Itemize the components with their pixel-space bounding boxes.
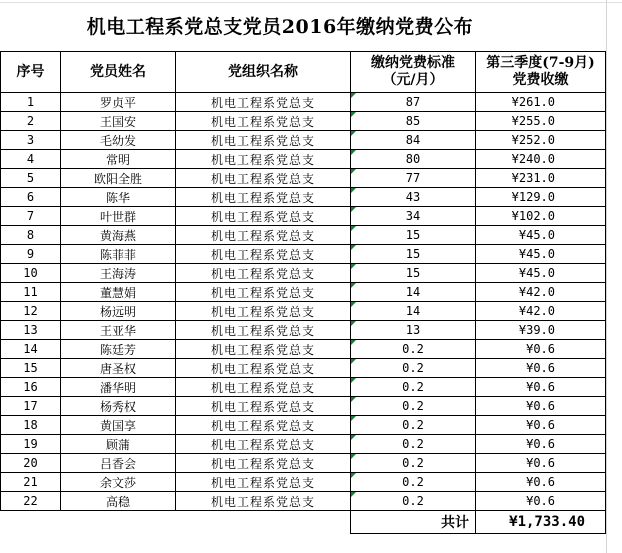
member-name-cell[interactable]: 王亚华	[61, 321, 176, 340]
cell-note-marker	[351, 112, 356, 117]
index-cell[interactable]: 19	[1, 435, 61, 454]
member-name-cell[interactable]: 董慧娟	[61, 283, 176, 302]
q3-amount-cell[interactable]: ¥255.0	[476, 112, 606, 131]
q3-amount-cell[interactable]: ¥0.6	[476, 473, 606, 492]
member-name-cell[interactable]: 毛幼发	[61, 131, 176, 150]
standard-cell[interactable]: 85	[351, 112, 476, 131]
table-row	[1, 340, 606, 359]
standard-cell[interactable]: 0.2	[351, 397, 476, 416]
index-cell[interactable]: 2	[1, 112, 61, 131]
standard-cell[interactable]: 34	[351, 207, 476, 226]
org-name-cell[interactable]: 机电工程系党总支	[176, 378, 351, 397]
org-name-cell[interactable]: 机电工程系党总支	[176, 492, 351, 511]
standard-cell[interactable]: 84	[351, 131, 476, 150]
table-row	[1, 264, 606, 283]
standard-cell[interactable]: 0.2	[351, 435, 476, 454]
org-name-cell[interactable]: 机电工程系党总支	[176, 188, 351, 207]
header-q3-line1: 第三季度(7-9月)	[486, 55, 595, 71]
header-name[interactable]: 党员姓名	[61, 52, 176, 93]
q3-amount-cell[interactable]: ¥45.0	[476, 245, 606, 264]
member-name-cell[interactable]: 顾蒲	[61, 435, 176, 454]
table-row	[1, 131, 606, 150]
q3-amount-cell[interactable]: ¥0.6	[476, 435, 606, 454]
index-cell[interactable]: 3	[1, 131, 61, 150]
member-name-cell[interactable]: 欧阳全胜	[61, 169, 176, 188]
member-name-cell[interactable]: 黄海燕	[61, 226, 176, 245]
org-name-cell[interactable]: 机电工程系党总支	[176, 302, 351, 321]
table-row	[1, 245, 606, 264]
member-name-cell[interactable]: 杨秀权	[61, 397, 176, 416]
q3-amount-cell[interactable]: ¥39.0	[476, 321, 606, 340]
org-name-cell[interactable]: 机电工程系党总支	[176, 169, 351, 188]
cell-note-marker	[351, 169, 356, 174]
table-row	[1, 302, 606, 321]
standard-cell[interactable]: 15	[351, 245, 476, 264]
member-name-cell[interactable]: 余文莎	[61, 473, 176, 492]
index-cell[interactable]: 18	[1, 416, 61, 435]
header-q3-line2: 党费收缴	[512, 72, 569, 88]
standard-cell[interactable]: 77	[351, 169, 476, 188]
cell-note-marker	[351, 264, 356, 269]
index-cell[interactable]: 16	[1, 378, 61, 397]
org-name-cell[interactable]: 机电工程系党总支	[176, 359, 351, 378]
org-name-cell[interactable]: 机电工程系党总支	[176, 340, 351, 359]
q3-amount-cell[interactable]: ¥0.6	[476, 492, 606, 511]
q3-amount-cell[interactable]: ¥0.6	[476, 359, 606, 378]
member-name-cell[interactable]: 唐圣权	[61, 359, 176, 378]
member-name-cell[interactable]: 杨远明	[61, 302, 176, 321]
sheet-gridline-right	[606, 0, 607, 553]
index-cell[interactable]: 15	[1, 359, 61, 378]
index-cell[interactable]: 17	[1, 397, 61, 416]
org-name-cell[interactable]: 机电工程系党总支	[176, 416, 351, 435]
org-name-cell[interactable]: 机电工程系党总支	[176, 435, 351, 454]
member-name-cell[interactable]: 吕香会	[61, 454, 176, 473]
table-row	[1, 169, 606, 188]
standard-cell[interactable]: 15	[351, 226, 476, 245]
q3-amount-cell[interactable]: ¥0.6	[476, 416, 606, 435]
index-cell[interactable]: 14	[1, 340, 61, 359]
member-name-cell[interactable]: 王海涛	[61, 264, 176, 283]
q3-amount-cell[interactable]: ¥240.0	[476, 150, 606, 169]
total-spacer	[61, 511, 176, 534]
index-cell[interactable]: 9	[1, 245, 61, 264]
member-name-cell[interactable]: 王国安	[61, 112, 176, 131]
index-cell[interactable]: 12	[1, 302, 61, 321]
org-name-cell[interactable]: 机电工程系党总支	[176, 473, 351, 492]
org-name-cell[interactable]: 机电工程系党总支	[176, 454, 351, 473]
org-name-cell[interactable]: 机电工程系党总支	[176, 264, 351, 283]
index-cell[interactable]: 11	[1, 283, 61, 302]
standard-cell[interactable]: 80	[351, 150, 476, 169]
cell-note-marker	[351, 321, 356, 326]
q3-amount-cell[interactable]: ¥231.0	[476, 169, 606, 188]
org-name-cell[interactable]: 机电工程系党总支	[176, 245, 351, 264]
header-q3[interactable]	[476, 52, 606, 93]
cell-note-marker	[351, 473, 356, 478]
table-row	[1, 397, 606, 416]
org-name-cell[interactable]: 机电工程系党总支	[176, 112, 351, 131]
index-cell[interactable]: 13	[1, 321, 61, 340]
q3-amount-cell[interactable]: ¥261.0	[476, 93, 606, 112]
header-standard[interactable]	[351, 52, 476, 93]
index-cell[interactable]: 1	[1, 93, 61, 112]
standard-cell[interactable]: 15	[351, 264, 476, 283]
cell-note-marker	[351, 435, 356, 440]
standard-cell[interactable]: 0.2	[351, 378, 476, 397]
standard-cell[interactable]: 0.2	[351, 492, 476, 511]
cell-note-marker	[351, 188, 356, 193]
member-name-cell[interactable]: 叶世群	[61, 207, 176, 226]
member-name-cell[interactable]: 陈华	[61, 188, 176, 207]
q3-amount-cell[interactable]: ¥0.6	[476, 397, 606, 416]
table-row	[1, 226, 606, 245]
q3-amount-cell[interactable]: ¥0.6	[476, 454, 606, 473]
table-row	[1, 492, 606, 511]
standard-cell[interactable]: 0.2	[351, 416, 476, 435]
sheet-title: 机电工程系党总支党员2016年缴纳党费公布	[86, 15, 474, 38]
cell-note-marker	[351, 454, 356, 459]
standard-cell[interactable]: 0.2	[351, 473, 476, 492]
header-index[interactable]: 序号	[1, 52, 61, 93]
total-label-cell[interactable]: 共计	[351, 511, 476, 534]
cell-note-marker	[351, 340, 356, 345]
table-row	[1, 454, 606, 473]
cell-note-marker	[351, 245, 356, 250]
header-standard-line1: 缴纳党费标准	[371, 55, 455, 71]
table-row	[1, 207, 606, 226]
cell-note-marker	[351, 283, 356, 288]
index-cell[interactable]: 21	[1, 473, 61, 492]
standard-cell[interactable]: 87	[351, 93, 476, 112]
standard-cell[interactable]: 13	[351, 321, 476, 340]
cell-note-marker	[351, 378, 356, 383]
header-org[interactable]: 党组织名称	[176, 52, 351, 93]
index-cell[interactable]: 4	[1, 150, 61, 169]
org-name-cell[interactable]: 机电工程系党总支	[176, 150, 351, 169]
dues-table	[0, 51, 606, 534]
index-cell[interactable]: 22	[1, 492, 61, 511]
table-row	[1, 150, 606, 169]
table-row	[1, 112, 606, 131]
q3-amount-cell[interactable]: ¥129.0	[476, 188, 606, 207]
org-name-cell[interactable]: 机电工程系党总支	[176, 283, 351, 302]
q3-amount-cell[interactable]: ¥252.0	[476, 131, 606, 150]
q3-amount-cell[interactable]: ¥42.0	[476, 302, 606, 321]
cell-note-marker	[351, 131, 356, 136]
table-row	[1, 188, 606, 207]
org-name-cell[interactable]: 机电工程系党总支	[176, 93, 351, 112]
total-value-cell[interactable]: ¥1,733.40	[476, 511, 606, 534]
index-cell[interactable]: 7	[1, 207, 61, 226]
standard-cell[interactable]: 0.2	[351, 340, 476, 359]
index-cell[interactable]: 10	[1, 264, 61, 283]
q3-amount-cell[interactable]: ¥45.0	[476, 226, 606, 245]
cell-note-marker	[351, 150, 356, 155]
table-row	[1, 473, 606, 492]
header-row	[1, 52, 606, 93]
header-standard-line2: （元/月）	[382, 72, 444, 88]
total-spacer	[176, 511, 351, 534]
cell-note-marker	[351, 492, 356, 497]
table-row	[1, 93, 606, 112]
standard-cell[interactable]: 14	[351, 302, 476, 321]
table-row	[1, 321, 606, 340]
cell-note-marker	[351, 93, 356, 98]
index-cell[interactable]: 20	[1, 454, 61, 473]
org-name-cell[interactable]: 机电工程系党总支	[176, 397, 351, 416]
org-name-cell[interactable]: 机电工程系党总支	[176, 131, 351, 150]
q3-amount-cell[interactable]: ¥0.6	[476, 340, 606, 359]
org-name-cell[interactable]: 机电工程系党总支	[176, 226, 351, 245]
cell-note-marker	[351, 207, 356, 212]
table-row	[1, 378, 606, 397]
table-row	[1, 359, 606, 378]
cell-note-marker	[351, 302, 356, 307]
member-name-cell[interactable]: 陈廷芳	[61, 340, 176, 359]
cell-note-marker	[351, 359, 356, 364]
member-name-cell[interactable]: 常明	[61, 150, 176, 169]
cell-note-marker	[351, 416, 356, 421]
cell-note-marker	[351, 226, 356, 231]
total-spacer	[1, 511, 61, 534]
standard-cell[interactable]: 0.2	[351, 454, 476, 473]
standard-cell[interactable]: 14	[351, 283, 476, 302]
index-cell[interactable]: 6	[1, 188, 61, 207]
total-row	[1, 511, 606, 534]
standard-cell[interactable]: 43	[351, 188, 476, 207]
member-name-cell[interactable]: 黄国享	[61, 416, 176, 435]
standard-cell[interactable]: 0.2	[351, 359, 476, 378]
table-row	[1, 283, 606, 302]
table-row	[1, 435, 606, 454]
member-name-cell[interactable]: 罗贞平	[61, 93, 176, 112]
org-name-cell[interactable]: 机电工程系党总支	[176, 321, 351, 340]
index-cell[interactable]: 5	[1, 169, 61, 188]
member-name-cell[interactable]: 陈菲菲	[61, 245, 176, 264]
org-name-cell[interactable]: 机电工程系党总支	[176, 207, 351, 226]
q3-amount-cell[interactable]: ¥102.0	[476, 207, 606, 226]
q3-amount-cell[interactable]: ¥0.6	[476, 378, 606, 397]
member-name-cell[interactable]: 潘华明	[61, 378, 176, 397]
member-name-cell[interactable]: 高稳	[61, 492, 176, 511]
table-row	[1, 416, 606, 435]
cell-note-marker	[351, 397, 356, 402]
q3-amount-cell[interactable]: ¥45.0	[476, 264, 606, 283]
index-cell[interactable]: 8	[1, 226, 61, 245]
q3-amount-cell[interactable]: ¥42.0	[476, 283, 606, 302]
